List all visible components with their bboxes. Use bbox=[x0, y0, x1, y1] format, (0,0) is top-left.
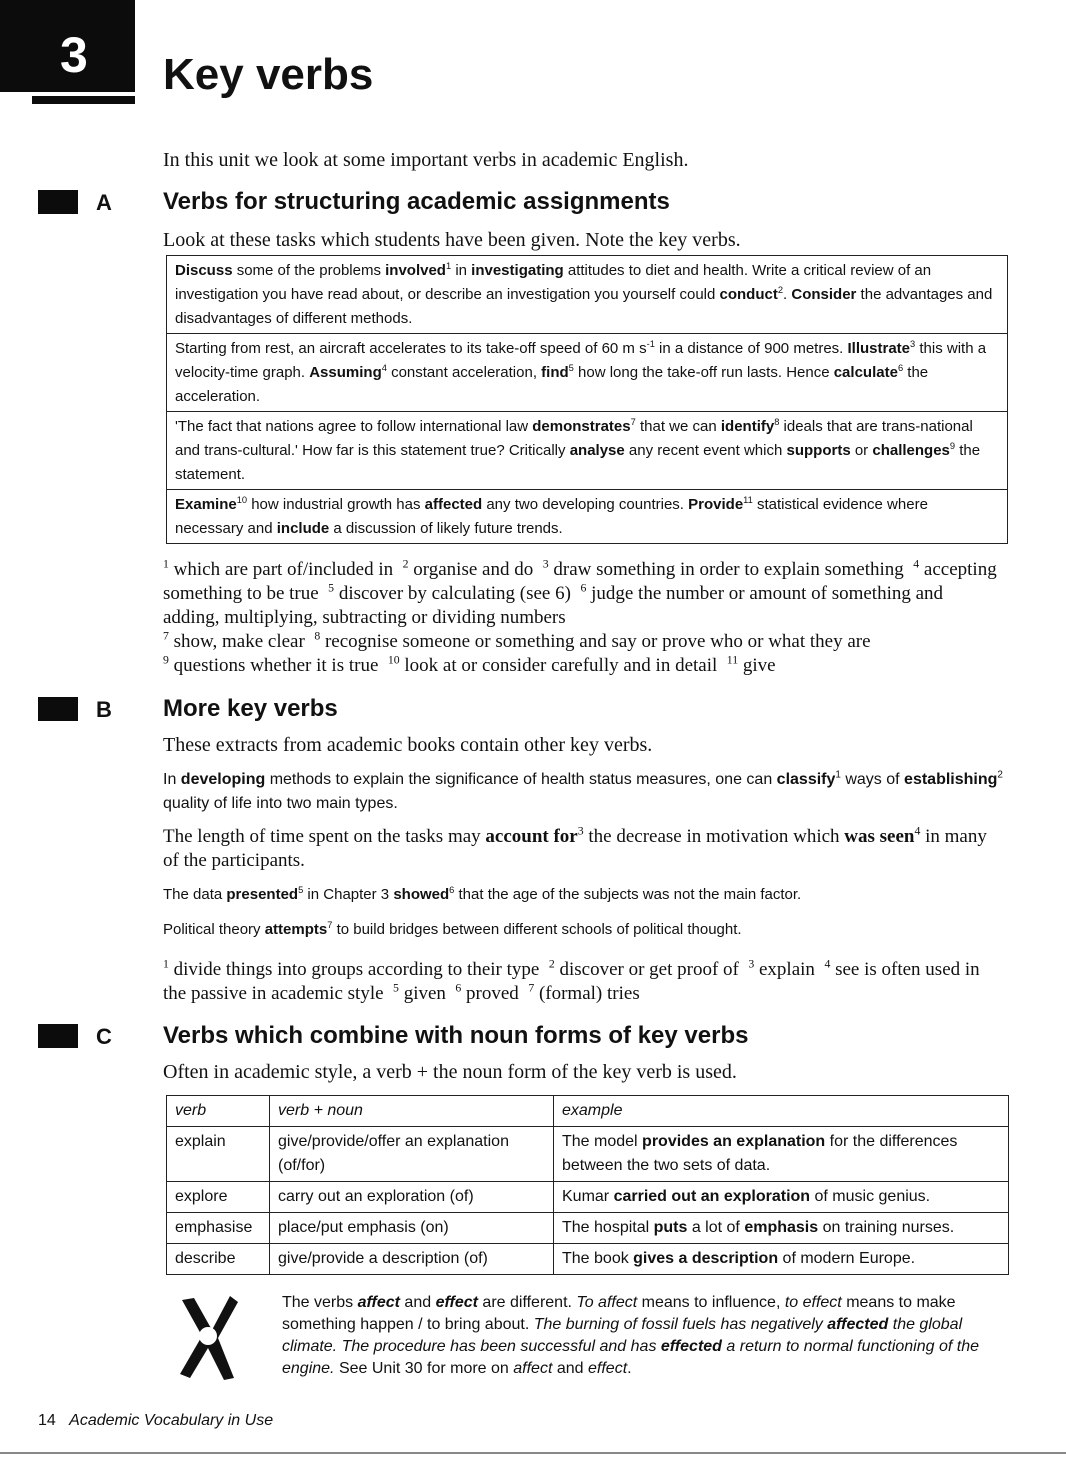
task-item: Starting from rest, an aircraft accelerates to its take-off speed of 60 m $s^{-1}$ in a distance of 900 metres. Illustrate$^3$ this with a velocity-time graph. Assuming$^4$ constant acceleration, find$^5$ how long the take-off run lasts. Hence calculate$^6$ the acceleration. bbox=[167, 334, 1007, 412]
section-b-lead: These extracts from academic books contain other key verbs. bbox=[163, 734, 653, 756]
section-b-marker bbox=[38, 697, 78, 721]
table-cell-verb: explore bbox=[167, 1182, 270, 1213]
unit-underline bbox=[32, 96, 135, 104]
column-header-verb-noun: verb + noun bbox=[270, 1096, 554, 1127]
table-cell-verb-noun: place/put emphasis (on) bbox=[270, 1213, 554, 1244]
section-b-glossary: $^1$ divide things into groups according to their type $^2$ discover or get proof of $^3$ explain $^4$ see is often used in the passive in academic style $^5$ given $^6$ proved $^7$ (formal) tries bbox=[163, 957, 980, 1004]
task-item: Examine$^{10}$ how industrial growth has affected any two developing countries. Provide$^{11}$ statistical evidence where necessary and include a discussion of likely future trends. bbox=[175, 495, 928, 537]
table-cell-verb: explain bbox=[167, 1127, 270, 1182]
table-row bbox=[167, 1244, 1009, 1275]
table-row bbox=[167, 1182, 1009, 1213]
task-item: 'The fact that nations agree to follow international law demonstrates$^7$ that we can identify$^8$ ideals that are trans-national and trans-cultural.' How far is this statement true? Critically analyse any recent event which supports or challenges$^9$ the statement. bbox=[167, 412, 1007, 490]
section-a-letter: A bbox=[96, 190, 112, 215]
extract-4: Political theory attempts$^7$ to build bridges between different schools of political thought. bbox=[163, 920, 742, 938]
section-c-heading: Verbs which combine with noun forms of key verbs bbox=[163, 1022, 749, 1049]
table-cell-verb-noun: carry out an exploration (of) bbox=[270, 1182, 554, 1213]
section-c-lead: Often in academic style, a verb + the noun form of the key verb is used. bbox=[163, 1061, 737, 1083]
column-header-verb: verb bbox=[167, 1096, 270, 1127]
task-box bbox=[166, 255, 1008, 544]
extract-1: In developing methods to explain the significance of health status measures, one can classify$^1$ ways of establishing$^2$ quality of life into two main types. bbox=[163, 769, 1003, 812]
extract-3: The data presented$^5$ in Chapter 3 showed$^6$ that the age of the subjects was not the main factor. bbox=[163, 885, 802, 903]
section-a-glossary: $^1$ which are part of/included in $^2$ organise and do $^3$ draw something in order to explain something $^4$ accepting something to be true $^5$ discover by calculating (see 6) $^6$ judge the number or amount of something and adding, multiplying, subtracting or dividing numbers $^7$ show, make clear $^8$ recognise someone or something and say or prove who or what they are $^9$ questions whether it is true $^{10}$ look at or consider carefully and in detail $^{11}$ give bbox=[163, 557, 997, 676]
table-row bbox=[167, 1213, 1009, 1244]
table-row bbox=[167, 1127, 1009, 1182]
unit-number: 3 bbox=[60, 27, 88, 83]
extract-2: The length of time spent on the tasks may account for$^3$ the decrease in motivation which was seen$^4$ in many of the participants. bbox=[163, 824, 987, 871]
book-title: Academic Vocabulary in Use bbox=[69, 1412, 274, 1429]
table-cell-verb-noun: give/provide a description (of) bbox=[270, 1244, 554, 1275]
section-a-lead: Look at these tasks which students have been given. Note the key verbs. bbox=[163, 229, 741, 251]
unit-number-badge bbox=[0, 0, 135, 92]
table-cell-verb: describe bbox=[167, 1244, 270, 1275]
section-b-letter: B bbox=[96, 697, 112, 722]
table-header-row bbox=[167, 1096, 1009, 1127]
section-b-heading: More key verbs bbox=[163, 695, 338, 722]
affect-effect-note: The verbs affect and effect are different. To affect means to influence, to effect means to make something happen / to bring about. The burning of fossil fuels has negatively affected the global climate. The procedure has been successful and has effected a return to normal functioning of the engine. See Unit 30 for more on affect and effect. bbox=[282, 1294, 979, 1377]
table-cell-example: The model provides an explanation for the differences between the two sets of data. bbox=[554, 1127, 1009, 1182]
intro-text: In this unit we look at some important verbs in academic English. bbox=[163, 149, 689, 171]
task-item: Discuss some of the problems involved$^1$ in investigating attitudes to diet and health. Write a critical review of an investigation you have read about, or describe an investigation you yourself could conduct$^2$. Consider the advantages and disadvantages of different methods. bbox=[167, 256, 1007, 334]
table-cell-example: The hospital puts a lot of emphasis on training nurses. bbox=[554, 1213, 1009, 1244]
column-header-example: example bbox=[554, 1096, 1009, 1127]
common-error-x-icon bbox=[172, 1292, 244, 1382]
section-c-marker bbox=[38, 1024, 78, 1048]
page-number: 14 bbox=[38, 1412, 56, 1429]
table-cell-verb-noun: give/provide/offer an explanation (of/for) bbox=[270, 1127, 554, 1182]
table-cell-example: Kumar carried out an exploration of music genius. bbox=[554, 1182, 1009, 1213]
page-title: Key verbs bbox=[163, 50, 374, 99]
section-c-letter: C bbox=[96, 1024, 112, 1049]
section-a-marker bbox=[38, 190, 78, 214]
table-cell-example: The book gives a description of modern Europe. bbox=[554, 1244, 1009, 1275]
verb-noun-table bbox=[166, 1095, 1009, 1275]
table-cell-verb: emphasise bbox=[167, 1213, 270, 1244]
section-a-heading: Verbs for structuring academic assignments bbox=[163, 188, 670, 215]
page-footer bbox=[38, 1412, 273, 1430]
page-bottom-rule bbox=[0, 1452, 1066, 1454]
